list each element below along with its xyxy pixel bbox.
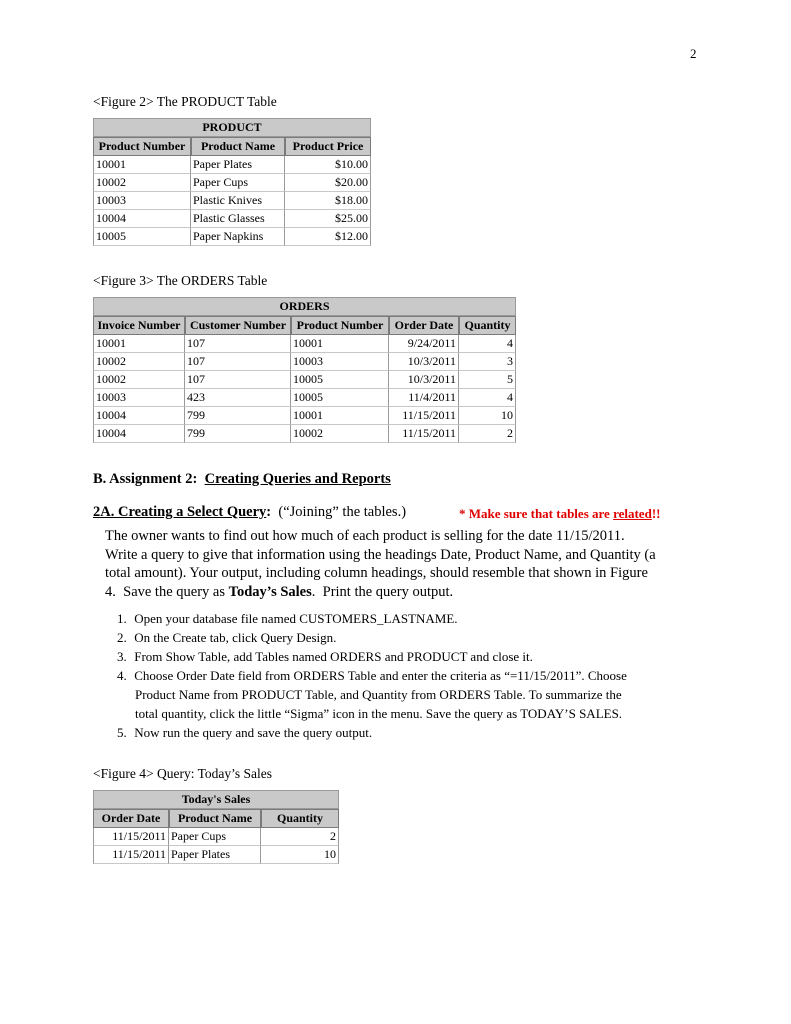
table-row xyxy=(93,389,516,407)
table-row xyxy=(93,353,516,371)
table-row xyxy=(93,407,516,425)
table-cell: 4 xyxy=(459,389,516,407)
table-cell: Paper Plates xyxy=(169,846,261,864)
table-cell: 10001 xyxy=(93,156,191,174)
list-item xyxy=(117,628,627,647)
table-row xyxy=(93,192,371,210)
table-cell: 9/24/2011 xyxy=(389,335,459,353)
table-cell: 10/3/2011 xyxy=(389,353,459,371)
table-cell: 10004 xyxy=(93,210,191,228)
step-text: On the Create tab, click Query Design. xyxy=(134,630,337,645)
table-cell: 10001 xyxy=(291,407,389,425)
table-cell: 10005 xyxy=(291,371,389,389)
table-cell: 107 xyxy=(185,371,291,389)
table-cell: 2 xyxy=(459,425,516,443)
table-cell: 10 xyxy=(459,407,516,425)
step-text: From Show Table, add Tables named ORDERS and PRODUCT and close it. xyxy=(134,649,533,664)
table-row xyxy=(93,156,371,174)
section-2a-heading xyxy=(93,504,406,521)
sales-col-header: Order Date xyxy=(93,809,169,828)
table-cell: 10001 xyxy=(93,335,185,353)
step-number: 2. xyxy=(117,630,127,645)
product-col-header: Product Price xyxy=(285,137,371,156)
table-row xyxy=(93,828,339,846)
table-cell: 10001 xyxy=(291,335,389,353)
table-cell: 107 xyxy=(185,353,291,371)
para-line: The owner wants to find out how much of each product is selling for the date 11/15/2011. xyxy=(105,528,625,544)
table-cell: $10.00 xyxy=(285,156,371,174)
figure2-caption: <Figure 2> The PRODUCT Table xyxy=(93,94,277,109)
step-text: Open your database file named CUSTOMERS_LASTNAME. xyxy=(134,611,458,626)
table-cell: 10005 xyxy=(93,228,191,246)
table-row xyxy=(93,174,371,192)
table-cell: 5 xyxy=(459,371,516,389)
table-row xyxy=(93,371,516,389)
steps-list xyxy=(117,609,627,742)
orders-col-header: Quantity xyxy=(459,316,516,335)
product-table-title: PRODUCT xyxy=(93,118,371,137)
step-text: Choose Order Date field from ORDERS Table and enter the criteria as “=11/15/2011”. Choose xyxy=(134,668,627,683)
section-b-heading xyxy=(93,471,391,488)
list-item xyxy=(117,609,627,628)
page-number: 2 xyxy=(690,46,697,61)
table-cell: 10003 xyxy=(291,353,389,371)
todays-sales-title: Today's Sales xyxy=(93,790,339,809)
table-cell: Plastic Knives xyxy=(191,192,285,210)
instructions-paragraph xyxy=(105,527,725,601)
para-line4-a: 4. Save the query as xyxy=(105,583,229,600)
sales-col-header: Product Name xyxy=(169,809,261,828)
table-cell: $25.00 xyxy=(285,210,371,228)
step-text: total quantity, click the little “Sigma” icon in the menu. Save the query as TODAY’S SALES. xyxy=(135,706,623,721)
orders-col-header: Invoice Number xyxy=(93,316,185,335)
table-cell: $18.00 xyxy=(285,192,371,210)
table-cell: 11/15/2011 xyxy=(389,407,459,425)
table-cell: 10003 xyxy=(93,389,185,407)
todays-sales-table xyxy=(93,790,339,864)
table-cell: 10002 xyxy=(93,174,191,192)
list-item xyxy=(117,647,627,666)
table-cell: $20.00 xyxy=(285,174,371,192)
table-cell: 11/15/2011 xyxy=(93,828,169,846)
table-cell: 799 xyxy=(185,407,291,425)
table-cell: Plastic Glasses xyxy=(191,210,285,228)
section-2a-title: 2A. Creating a Select Query xyxy=(93,504,267,520)
step-number: 1. xyxy=(117,611,127,626)
table-cell: 10005 xyxy=(291,389,389,407)
table-cell: 10004 xyxy=(93,407,185,425)
table-cell: 423 xyxy=(185,389,291,407)
step-text: Now run the query and save the query output. xyxy=(134,725,373,740)
list-item xyxy=(117,666,627,723)
section-2a-colon: : xyxy=(266,504,272,520)
list-item xyxy=(117,723,627,742)
warning-related: related xyxy=(613,506,652,521)
para-line xyxy=(105,583,725,602)
table-cell: 10002 xyxy=(93,371,185,389)
orders-table xyxy=(93,297,516,443)
step-number: 5. xyxy=(117,725,127,740)
orders-col-header: Product Number xyxy=(291,316,389,335)
table-cell: 10002 xyxy=(291,425,389,443)
table-cell: Paper Cups xyxy=(169,828,261,846)
para-line4-b: . Print the query output. xyxy=(311,583,454,600)
product-table xyxy=(93,118,371,246)
sales-col-header: Quantity xyxy=(261,809,339,828)
table-cell: 10003 xyxy=(93,192,191,210)
table-cell: 11/4/2011 xyxy=(389,389,459,407)
table-cell: 10004 xyxy=(93,425,185,443)
table-row xyxy=(93,846,339,864)
table-cell: 107 xyxy=(185,335,291,353)
table-cell: 10002 xyxy=(93,353,185,371)
orders-col-header: Customer Number xyxy=(185,316,291,335)
table-cell: 3 xyxy=(459,353,516,371)
section-b-title: Creating Queries and Reports xyxy=(204,471,391,487)
section-2a-subtitle: (“Joining” the tables.) xyxy=(271,504,407,520)
table-cell: $12.00 xyxy=(285,228,371,246)
table-cell: 10/3/2011 xyxy=(389,371,459,389)
table-cell: Paper Napkins xyxy=(191,228,285,246)
table-row xyxy=(93,210,371,228)
table-cell: 10 xyxy=(261,846,339,864)
table-cell: 799 xyxy=(185,425,291,443)
related-warning xyxy=(459,506,660,522)
warning-prefix: * Make sure that tables are xyxy=(459,506,614,521)
step-number: 4. xyxy=(117,668,127,683)
query-name: Today’s Sales xyxy=(228,583,312,600)
orders-col-header: Order Date xyxy=(389,316,459,335)
warning-suffix: !! xyxy=(651,506,661,521)
table-row xyxy=(93,425,516,443)
product-col-header: Product Name xyxy=(191,137,285,156)
figure3-caption: <Figure 3> The ORDERS Table xyxy=(93,273,268,288)
table-cell: Paper Plates xyxy=(191,156,285,174)
para-line: total amount). Your output, including column headings, should resemble that shown in Figure xyxy=(105,565,648,581)
table-cell: 2 xyxy=(261,828,339,846)
table-cell: 11/15/2011 xyxy=(93,846,169,864)
table-cell: 11/15/2011 xyxy=(389,425,459,443)
table-cell: 4 xyxy=(459,335,516,353)
table-row xyxy=(93,335,516,353)
step-text: Product Name from PRODUCT Table, and Quantity from ORDERS Table. To summarize the xyxy=(135,687,622,702)
product-col-header: Product Number xyxy=(93,137,191,156)
table-cell: Paper Cups xyxy=(191,174,285,192)
orders-table-title: ORDERS xyxy=(93,297,516,316)
step-number: 3. xyxy=(117,649,127,664)
table-row xyxy=(93,228,371,246)
para-line: Write a query to give that information using the headings Date, Product Name, and Quantity (a xyxy=(105,546,656,563)
section-b-prefix: B. Assignment 2: xyxy=(93,471,205,487)
figure4-caption: <Figure 4> Query: Today’s Sales xyxy=(93,766,273,781)
